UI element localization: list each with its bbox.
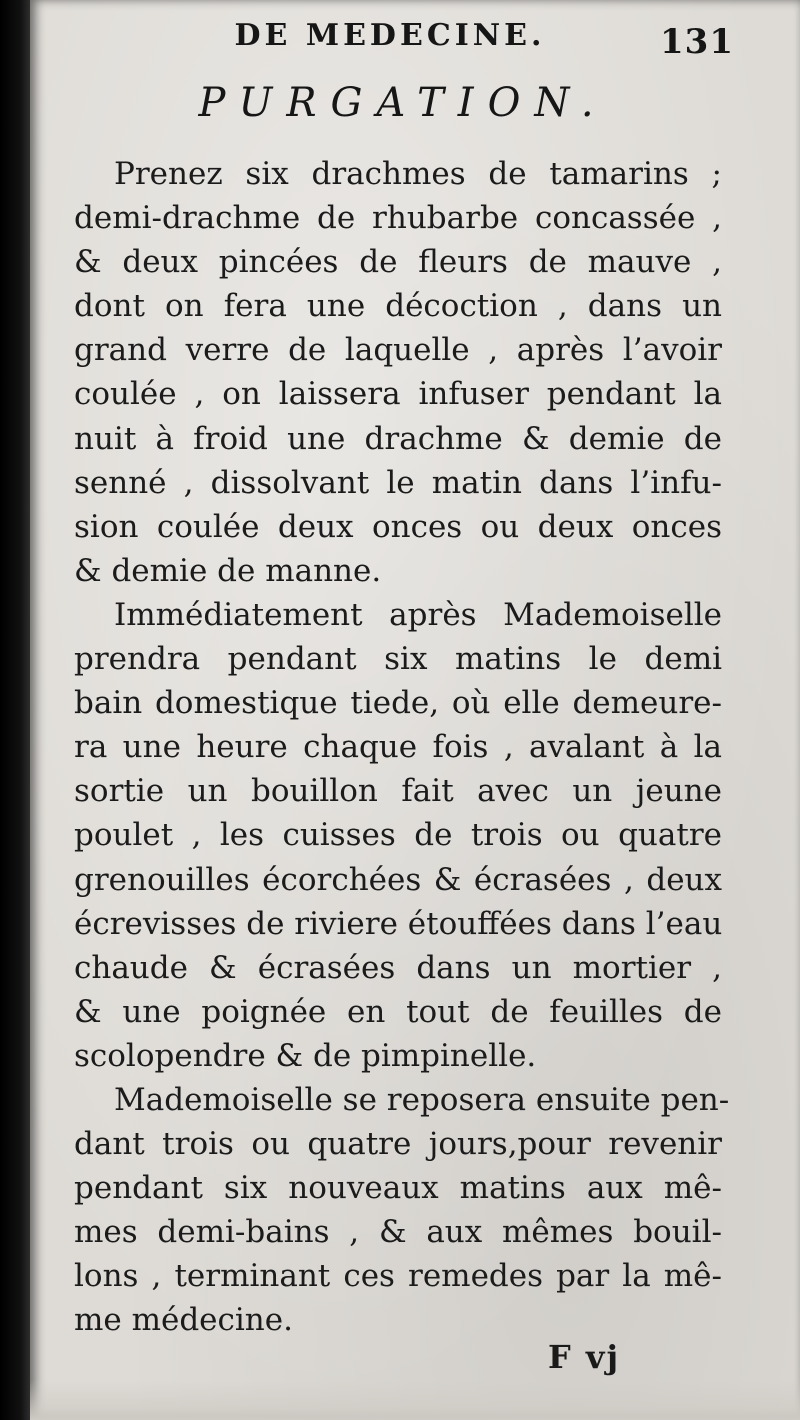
text-line: lons , terminant ces remedes par la mê- <box>74 1258 722 1295</box>
chapter-title: PURGATION. <box>198 80 608 126</box>
text-line: & une poignée en tout de feuilles de <box>74 993 722 1030</box>
text-line: Mademoiselle se reposera ensuite pen- <box>114 1081 730 1118</box>
text-line: mes demi-bains , & aux mêmes bouil- <box>74 1214 722 1251</box>
text-line: Immédiatement après Mademoiselle <box>114 596 722 633</box>
text-line: & deux pincées de fleurs de mauve , <box>74 244 722 281</box>
text-line: pendant six nouveaux matins aux mê- <box>74 1170 722 1207</box>
text-line: bain domestique tiede, où elle demeure- <box>74 685 722 722</box>
text-line: grenouilles écorchées & écrasées , deux <box>74 861 722 898</box>
text-line: écrevisses de riviere étouffées dans l’eau <box>74 905 723 942</box>
signature-mark: F vj <box>548 1338 621 1376</box>
text-line: demi-drachme de rhubarbe concassée , <box>74 200 722 237</box>
scan-left-edge <box>0 0 34 1420</box>
text-line: dant trois ou quatre jours,pour revenir <box>74 1126 722 1163</box>
text-line: chaude & écrasées dans un mortier , <box>74 949 722 986</box>
text-line: me médecine. <box>74 1302 293 1339</box>
text-line: nuit à froid une drachme & demie de <box>74 420 722 457</box>
page-number: 131 <box>660 22 734 62</box>
text-line: scolopendre & de pimpinelle. <box>74 1037 537 1074</box>
running-head: DE MEDECINE. <box>234 18 546 53</box>
text-line: poulet , les cuisses de trois ou quatre <box>74 817 722 854</box>
text-line: sion coulée deux onces ou deux onces <box>74 508 722 545</box>
text-line: coulée , on laissera infuser pendant la <box>74 376 722 413</box>
text-line: senné , dissolvant le matin dans l’infu- <box>74 464 722 501</box>
body-text <box>74 152 730 1343</box>
text-line: prendra pendant six matins le demi <box>74 641 722 678</box>
text-line: dont on fera une décoction , dans un <box>74 288 722 325</box>
text-line: sortie un bouillon fait avec un jeune <box>74 773 722 810</box>
text-line: & demie de manne. <box>74 552 382 589</box>
text-line: ra une heure chaque fois , avalant à la <box>74 729 722 766</box>
text-line: Prenez six drachmes de tamarins ; <box>114 156 722 192</box>
text-line: grand verre de laquelle , après l’avoir <box>74 332 722 369</box>
page-bottom-edge <box>30 1380 800 1420</box>
